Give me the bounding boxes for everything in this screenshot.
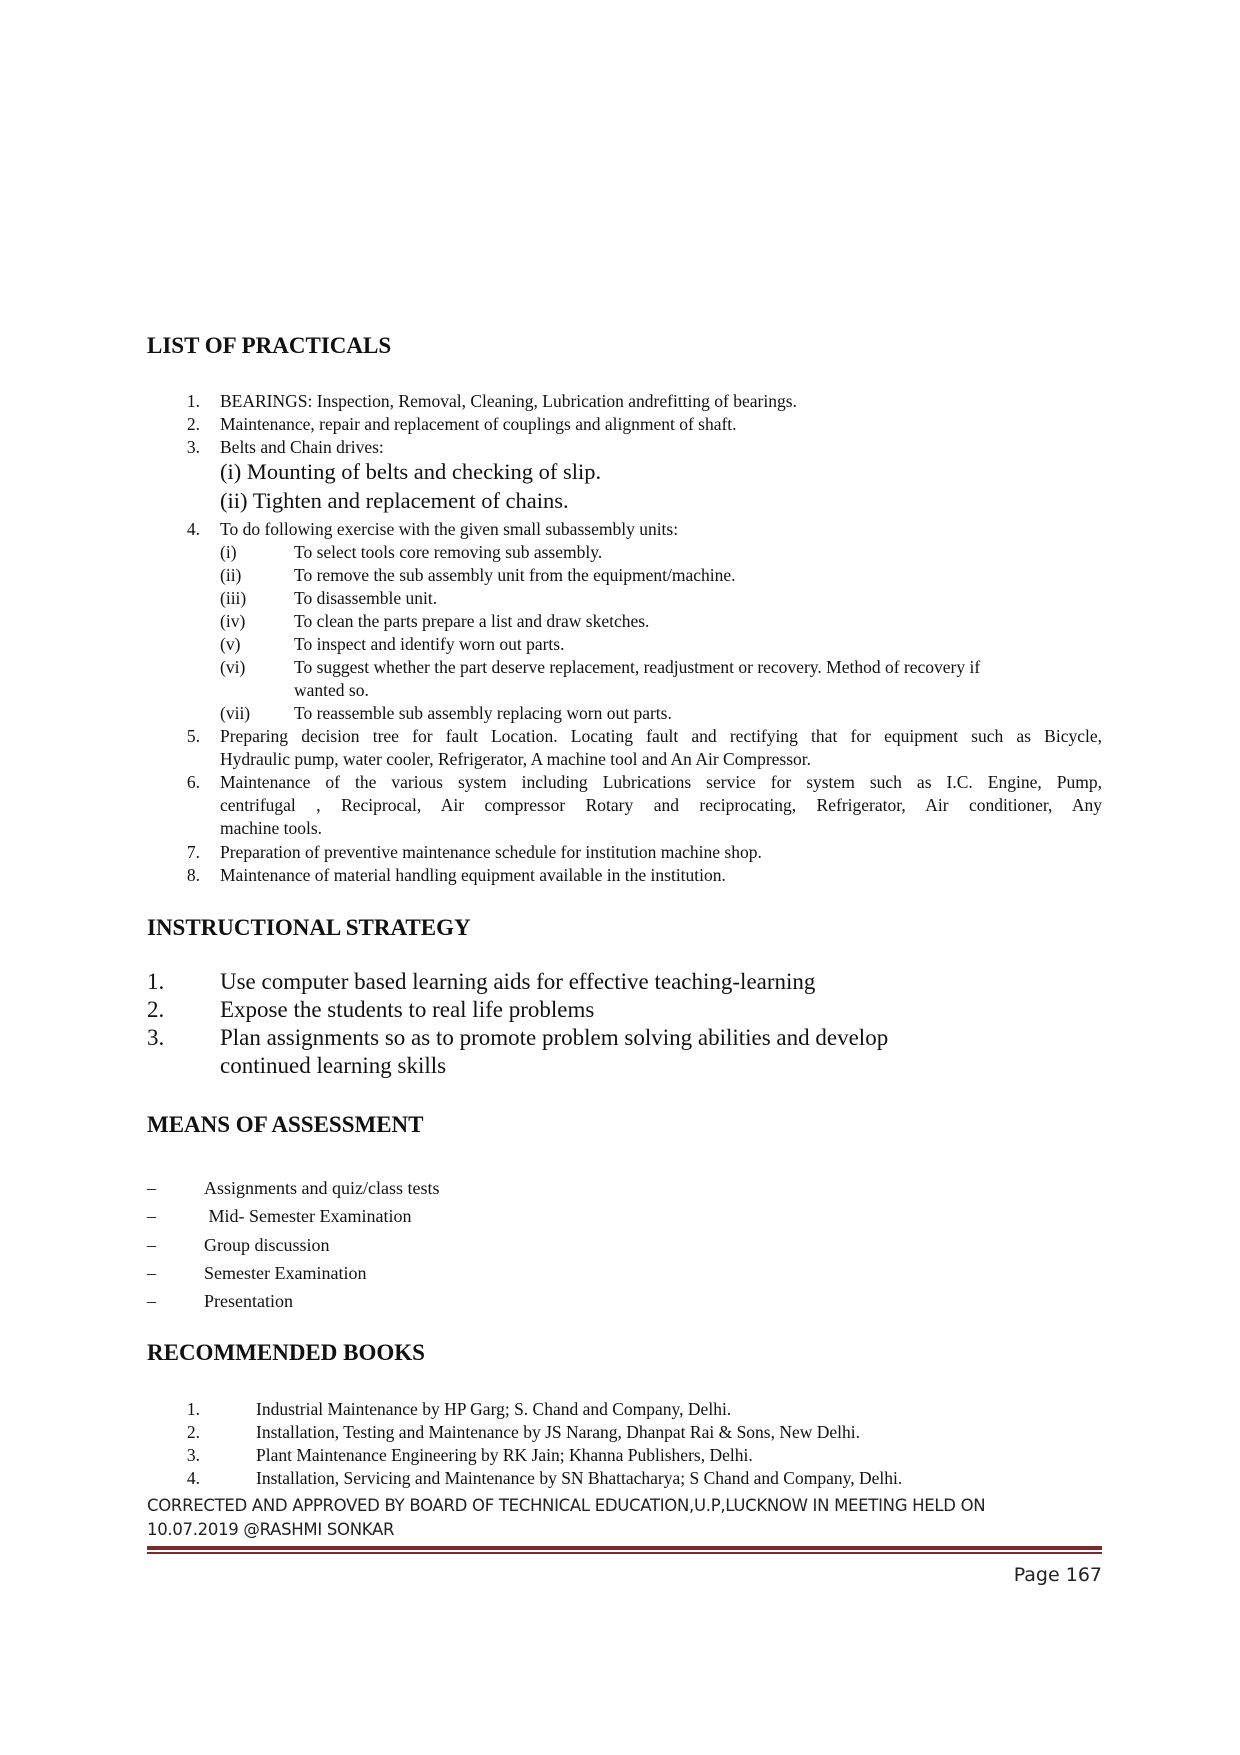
list-number: 6. bbox=[186, 772, 200, 792]
subitem-number: (vii) bbox=[220, 703, 251, 723]
list-number: 1. bbox=[186, 1399, 200, 1419]
assessment-item: Semester Examination bbox=[204, 1263, 367, 1283]
practical-subitem: To reassemble sub assembly replacing worn out parts. bbox=[294, 703, 672, 723]
practical-item-continued: centrifugal , Reciprocal, Air compressor Rotary and reciprocating, Refrigerator, Air conditioner, Any bbox=[220, 795, 1102, 815]
list-number: 2. bbox=[186, 414, 200, 434]
book-item: Installation, Testing and Maintenance by JS Narang, Dhanpat Rai & Sons, New Delhi. bbox=[256, 1422, 861, 1442]
list-number: 4. bbox=[186, 519, 200, 539]
subitem-number: (ii) bbox=[220, 565, 242, 585]
assessment-item: Presentation bbox=[204, 1291, 293, 1311]
practical-item: Maintenance of material handling equipment available in the institution. bbox=[220, 865, 726, 885]
footer-divider-thick bbox=[147, 1546, 1102, 1550]
practical-subitem: (i) Mounting of belts and checking of slip. bbox=[220, 459, 602, 484]
dash-bullet: – bbox=[147, 1291, 156, 1311]
assessment-item: Group discussion bbox=[204, 1235, 330, 1255]
strategy-item: Use computer based learning aids for effective teaching-learning bbox=[220, 969, 816, 994]
list-number: 4. bbox=[186, 1468, 200, 1488]
list-number: 1. bbox=[186, 391, 200, 411]
practical-item: Preparation of preventive maintenance schedule for institution machine shop. bbox=[220, 842, 762, 862]
subitem-number: (vi) bbox=[220, 657, 246, 677]
dash-bullet: – bbox=[147, 1263, 156, 1283]
subitem-number: (iv) bbox=[220, 611, 246, 631]
strategy-item: Expose the students to real life problems bbox=[220, 997, 595, 1022]
footer-divider-thin bbox=[147, 1552, 1102, 1554]
practical-item: To do following exercise with the given small subassembly units: bbox=[220, 519, 679, 539]
footer-date-author: 10.07.2019 @RASHMI SONKAR bbox=[147, 1520, 395, 1539]
practical-item: Preparing decision tree for fault Location. Locating fault and rectifying that for equipment such as Bicycle, bbox=[220, 726, 1102, 746]
page-number: Page 167 bbox=[1013, 1564, 1102, 1586]
strategy-item-continued: continued learning skills bbox=[220, 1053, 447, 1078]
practical-item-continued: machine tools. bbox=[220, 818, 323, 838]
footer-approval-line: CORRECTED AND APPROVED BY BOARD OF TECHNICAL EDUCATION,U.P,LUCKNOW IN MEETING HELD ON bbox=[147, 1496, 986, 1515]
practical-item: BEARINGS: Inspection, Removal, Cleaning, Lubrication andrefitting of bearings. bbox=[220, 391, 797, 411]
assessment-item: Assignments and quiz/class tests bbox=[204, 1178, 440, 1198]
book-item: Installation, Servicing and Maintenance by SN Bhattacharya; S Chand and Company, Delhi. bbox=[256, 1468, 903, 1488]
subitem-number: (iii) bbox=[220, 588, 247, 608]
list-number: 3. bbox=[147, 1025, 165, 1050]
subitem-number: (i) bbox=[220, 542, 237, 562]
practical-subitem-continued: wanted so. bbox=[294, 680, 369, 700]
dash-bullet: – bbox=[147, 1206, 156, 1226]
list-number: 2. bbox=[147, 997, 165, 1022]
section-heading-strategy: INSTRUCTIONAL STRATEGY bbox=[147, 915, 471, 940]
practical-subitem: To clean the parts prepare a list and draw sketches. bbox=[294, 611, 650, 631]
practical-subitem: To disassemble unit. bbox=[294, 588, 438, 608]
list-number: 1. bbox=[147, 969, 165, 994]
assessment-item: Mid- Semester Examination bbox=[204, 1206, 412, 1226]
subitem-number: (v) bbox=[220, 634, 241, 654]
practical-item: Belts and Chain drives: bbox=[220, 437, 384, 457]
practical-subitem: To remove the sub assembly unit from the equipment/machine. bbox=[294, 565, 736, 585]
dash-bullet: – bbox=[147, 1178, 156, 1198]
section-heading-assessment: MEANS OF ASSESSMENT bbox=[147, 1112, 424, 1137]
practical-item: Maintenance, repair and replacement of couplings and alignment of shaft. bbox=[220, 414, 737, 434]
practical-subitem: To suggest whether the part deserve replacement, readjustment or recovery. Method of recovery if bbox=[294, 657, 981, 677]
list-number: 3. bbox=[186, 437, 200, 457]
list-number: 2. bbox=[186, 1422, 200, 1442]
practical-item: Maintenance of the various system including Lubrications service for system such as I.C. Engine, Pump, bbox=[220, 772, 1102, 792]
list-number: 3. bbox=[186, 1445, 200, 1465]
list-number: 5. bbox=[186, 726, 200, 746]
dash-bullet: – bbox=[147, 1235, 156, 1255]
section-heading-practicals: LIST OF PRACTICALS bbox=[147, 333, 392, 358]
list-number: 8. bbox=[186, 865, 200, 885]
section-heading-books: RECOMMENDED BOOKS bbox=[147, 1340, 425, 1365]
book-item: Industrial Maintenance by HP Garg; S. Chand and Company, Delhi. bbox=[256, 1399, 732, 1419]
list-number: 7. bbox=[186, 842, 200, 862]
practical-subitem: To select tools core removing sub assembly. bbox=[294, 542, 603, 562]
practical-subitem: To inspect and identify worn out parts. bbox=[294, 634, 565, 654]
book-item: Plant Maintenance Engineering by RK Jain; Khanna Publishers, Delhi. bbox=[256, 1445, 753, 1465]
strategy-item: Plan assignments so as to promote problem solving abilities and develop bbox=[220, 1025, 889, 1050]
practical-subitem: (ii) Tighten and replacement of chains. bbox=[220, 488, 569, 513]
practical-item-continued: Hydraulic pump, water cooler, Refrigerator, A machine tool and An Air Compressor. bbox=[220, 749, 812, 769]
